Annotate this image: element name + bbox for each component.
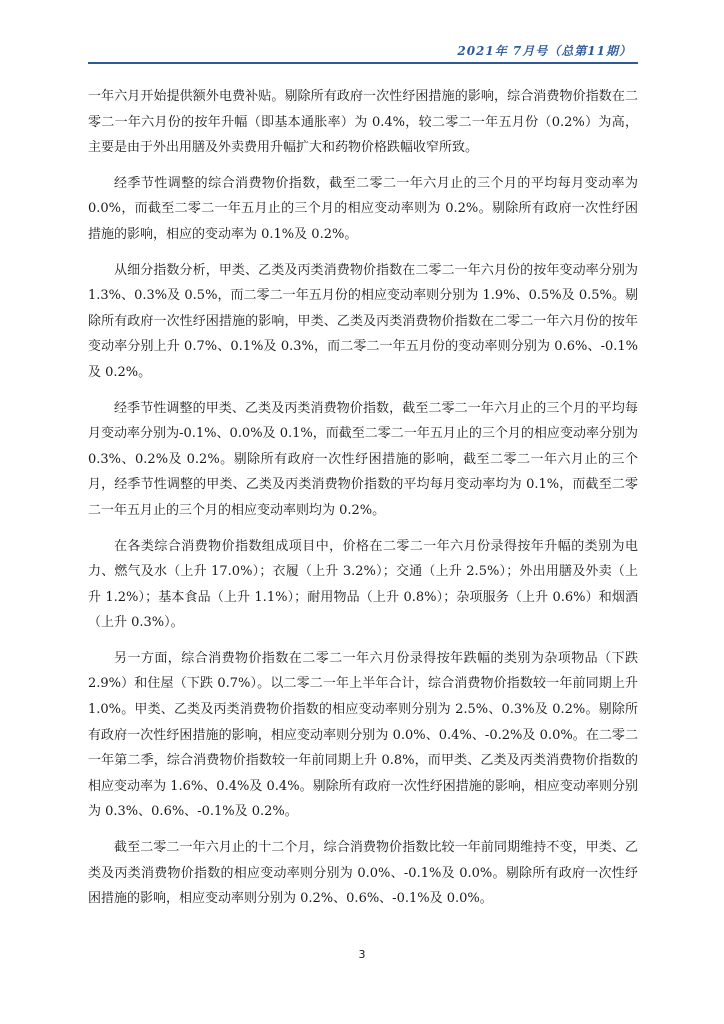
paragraph-5: 在各类综合消费物价指数组成项目中，价格在二零二一年六月份录得按年升幅的类别为电力、燃气及水（上升 17.0%）；衣履（上升 3.2%）；交通（上升 2.5%）；外出用膳及外卖（上升 1.2%）；基本食品（上升 1.1%）；耐用物品（上升 0.8%）；杂项服务（上升 0.6%）和烟酒（上升 0.3%）。	[88, 538, 638, 631]
paragraph-1: 一年六月开始提供额外电费补贴。剔除所有政府一次性纾困措施的影响，综合消费物价指数在二零二一年六月份的按年升幅（即基本通胀率）为 0.4%，较二零二一年五月份（0.2%）为高，主要是由于外出用膳及外卖费用升幅扩大和药物价格跌幅收窄所致。	[88, 89, 638, 156]
paragraph-3: 从细分指数分析，甲类、乙类及丙类消费物价指数在二零二一年六月份的按年变动率分别为 1.3%、0.3%及 0.5%，而二零二一年五月份的相应变动率则分别为 1.9%、0.5%及 0.5%。剔除所有政府一次性纾困措施的影响，甲类、乙类及丙类消费物价指数在二零二一年六月份的按年变动率分别上升 0.7%、0.1%及 0.3%，而二零二一年五月份的变动率则分别为 0.6%、-0.1%及 0.2%。	[88, 262, 638, 380]
paragraph-6: 另一方面，综合消费物价指数在二零二一年六月份录得按年跌幅的类别为杂项物品（下跌 2.9%）和住屋（下跌 0.7%）。以二零二一年上半年合计，综合消费物价指数较一年前同期上升 1.0%。甲类、乙类及丙类消费物价指数的相应变动率则分别为 2.5%、0.3%及 0.2%。剔除所有政府一次性纾困措施的影响，相应变动率则分别为 0.0%、0.4%、-0.2%及 0.0%。在二零二一年第二季，综合消费物价指数较一年前同期上升 0.8%，而甲类、乙类及丙类消费物价指数的相应变动率为 1.6%、0.4%及 0.4%。剔除所有政府一次性纾困措施的影响，相应变动率则分别为 0.3%、0.6%、-0.1%及 0.2%。	[88, 650, 638, 820]
page-number: 3	[358, 948, 366, 961]
paragraph-7: 截至二零二一年六月止的十二个月，综合消费物价指数比较一年前同期维持不变，甲类、乙类及丙类消费物价指数的相应变动率则分别为 0.0%、-0.1%及 0.0%。剔除所有政府一次性纾困措施的影响，相应变动率则分别为 0.2%、0.6%、-0.1%及 0.0%。	[88, 840, 638, 907]
header-divider	[88, 62, 638, 64]
paragraph-2: 经季节性调整的综合消费物价指数，截至二零二一年六月止的三个月的平均每月变动率为 0.0%，而截至二零二一年五月止的三个月的相应变动率则为 0.2%。剔除所有政府一次性纾困措施的影响，相应的变动率为 0.1%及 0.2%。	[88, 175, 638, 242]
paragraph-4: 经季节性调整的甲类、乙类及丙类消费物价指数，截至二零二一年六月止的三个月的平均每月变动率分别为-0.1%、0.0%及 0.1%，而截至二零二一年五月止的三个月的相应变动率分别为 0.3%、0.2%及 0.2%。剔除所有政府一次性纾困措施的影响，截至二零二一年六月止的三个月，经季节性调整的甲类、乙类及丙类消费物价指数的平均每月变动率均为 0.1%，而截至二零二一年五月止的三个月的相应变动率则均为 0.2%。	[88, 400, 638, 518]
article-body	[88, 84, 638, 922]
issue-header: 2021年 7月号（总第11期）	[457, 44, 632, 58]
